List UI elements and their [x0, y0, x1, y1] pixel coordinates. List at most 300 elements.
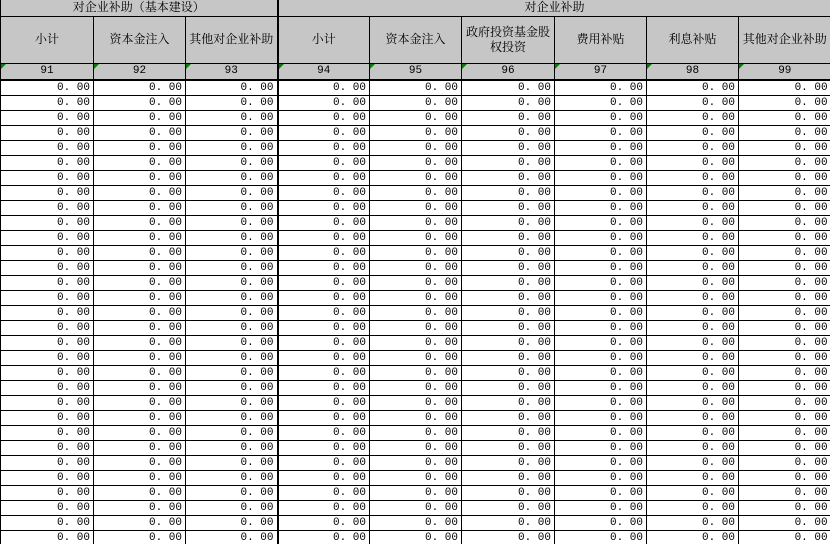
value-cell[interactable]: 0. 00 — [647, 80, 739, 96]
value-cell[interactable]: 0. 00 — [94, 456, 186, 471]
value-cell[interactable]: 0. 00 — [370, 246, 462, 261]
value-cell[interactable]: 0. 00 — [370, 336, 462, 351]
table-body — [1, 80, 830, 544]
value-cell[interactable]: 0. 00 — [555, 186, 647, 201]
value-cell[interactable]: 0. 00 — [186, 531, 278, 544]
value-cell[interactable]: 0. 00 — [278, 156, 370, 171]
value-cell[interactable]: 0. 00 — [462, 261, 555, 276]
value-cell[interactable]: 0. 00 — [647, 111, 739, 126]
value-cell[interactable]: 0. 00 — [186, 80, 278, 96]
value-cell[interactable]: 0. 00 — [647, 486, 739, 501]
column-header-96[interactable]: 政府投资基金股权投资 — [462, 16, 555, 63]
value-cell[interactable]: 0. 00 — [186, 366, 278, 381]
value-cell[interactable]: 0. 00 — [1, 531, 94, 544]
value-cell[interactable]: 0. 00 — [278, 306, 370, 321]
value-cell[interactable]: 0. 00 — [278, 486, 370, 501]
value-cell[interactable]: 0. 00 — [462, 321, 555, 336]
value-cell[interactable]: 0. 00 — [739, 141, 830, 156]
value-cell[interactable]: 0. 00 — [1, 516, 94, 531]
value-cell[interactable]: 0. 00 — [739, 111, 830, 126]
value-cell[interactable]: 0. 00 — [186, 411, 278, 426]
value-cell[interactable]: 0. 00 — [462, 531, 555, 544]
column-header-91[interactable]: 小计 — [1, 16, 94, 63]
value-cell[interactable]: 0. 00 — [739, 516, 830, 531]
value-cell[interactable]: 0. 00 — [186, 216, 278, 231]
value-cell[interactable]: 0. 00 — [278, 336, 370, 351]
group-header-enterprise-subsidy[interactable]: 对企业补助 — [278, 0, 830, 16]
value-cell[interactable]: 0. 00 — [1, 276, 94, 291]
value-cell[interactable]: 0. 00 — [370, 411, 462, 426]
value-cell[interactable]: 0. 00 — [555, 141, 647, 156]
value-cell[interactable]: 0. 00 — [370, 216, 462, 231]
value-cell[interactable]: 0. 00 — [462, 306, 555, 321]
value-cell[interactable]: 0. 00 — [555, 80, 647, 96]
column-code-cell-95[interactable] — [370, 63, 462, 80]
value-cell[interactable]: 0. 00 — [186, 156, 278, 171]
value-cell[interactable]: 0. 00 — [186, 306, 278, 321]
column-code-cell-94[interactable] — [278, 63, 370, 80]
value-cell[interactable]: 0. 00 — [647, 396, 739, 411]
value-cell[interactable]: 0. 00 — [94, 126, 186, 141]
value-cell[interactable]: 0. 00 — [462, 111, 555, 126]
value-cell[interactable]: 0. 00 — [647, 126, 739, 141]
value-cell[interactable]: 0. 00 — [462, 486, 555, 501]
value-cell[interactable]: 0. 00 — [278, 456, 370, 471]
value-cell[interactable]: 0. 00 — [555, 231, 647, 246]
value-cell[interactable]: 0. 00 — [1, 216, 94, 231]
value-cell[interactable]: 0. 00 — [555, 351, 647, 366]
value-cell[interactable]: 0. 00 — [278, 276, 370, 291]
value-cell[interactable]: 0. 00 — [739, 156, 830, 171]
value-cell[interactable]: 0. 00 — [739, 96, 830, 111]
value-cell[interactable]: 0. 00 — [739, 471, 830, 486]
value-cell[interactable]: 0. 00 — [94, 396, 186, 411]
value-cell[interactable]: 0. 00 — [186, 171, 278, 186]
value-cell[interactable]: 0. 00 — [278, 426, 370, 441]
value-cell[interactable]: 0. 00 — [647, 411, 739, 426]
value-cell[interactable]: 0. 00 — [186, 201, 278, 216]
value-cell[interactable]: 0. 00 — [278, 186, 370, 201]
value-cell[interactable]: 0. 00 — [647, 336, 739, 351]
value-cell[interactable]: 0. 00 — [186, 141, 278, 156]
value-cell[interactable]: 0. 00 — [462, 186, 555, 201]
value-cell[interactable]: 0. 00 — [94, 351, 186, 366]
value-cell[interactable]: 0. 00 — [647, 456, 739, 471]
value-cell[interactable]: 0. 00 — [278, 366, 370, 381]
value-cell[interactable]: 0. 00 — [462, 201, 555, 216]
value-cell[interactable]: 0. 00 — [555, 396, 647, 411]
value-cell[interactable]: 0. 00 — [1, 426, 94, 441]
value-cell[interactable]: 0. 00 — [555, 441, 647, 456]
value-cell[interactable]: 0. 00 — [647, 246, 739, 261]
value-cell[interactable]: 0. 00 — [739, 216, 830, 231]
value-cell[interactable]: 0. 00 — [370, 111, 462, 126]
value-cell[interactable]: 0. 00 — [1, 171, 94, 186]
value-cell[interactable]: 0. 00 — [370, 201, 462, 216]
value-cell[interactable]: 0. 00 — [370, 381, 462, 396]
value-cell[interactable]: 0. 00 — [370, 321, 462, 336]
value-cell[interactable]: 0. 00 — [739, 486, 830, 501]
value-cell[interactable]: 0. 00 — [555, 516, 647, 531]
value-cell[interactable]: 0. 00 — [94, 486, 186, 501]
value-cell[interactable]: 0. 00 — [278, 96, 370, 111]
value-cell[interactable]: 0. 00 — [647, 141, 739, 156]
value-cell[interactable]: 0. 00 — [94, 441, 186, 456]
value-cell[interactable]: 0. 00 — [94, 516, 186, 531]
value-cell[interactable]: 0. 00 — [186, 246, 278, 261]
value-cell[interactable]: 0. 00 — [278, 216, 370, 231]
value-cell[interactable]: 0. 00 — [186, 276, 278, 291]
value-cell[interactable]: 0. 00 — [555, 216, 647, 231]
value-cell[interactable]: 0. 00 — [739, 201, 830, 216]
value-cell[interactable]: 0. 00 — [1, 486, 94, 501]
value-cell[interactable]: 0. 00 — [186, 111, 278, 126]
value-cell[interactable]: 0. 00 — [370, 141, 462, 156]
value-cell[interactable]: 0. 00 — [739, 366, 830, 381]
value-cell[interactable]: 0. 00 — [370, 291, 462, 306]
value-cell[interactable]: 0. 00 — [94, 306, 186, 321]
value-cell[interactable]: 0. 00 — [462, 396, 555, 411]
value-cell[interactable]: 0. 00 — [94, 366, 186, 381]
value-cell[interactable]: 0. 00 — [739, 126, 830, 141]
value-cell[interactable]: 0. 00 — [555, 246, 647, 261]
value-cell[interactable]: 0. 00 — [739, 336, 830, 351]
value-cell[interactable]: 0. 00 — [1, 351, 94, 366]
value-cell[interactable]: 0. 00 — [370, 456, 462, 471]
value-cell[interactable]: 0. 00 — [739, 381, 830, 396]
column-header-92[interactable]: 资本金注入 — [94, 16, 186, 63]
value-cell[interactable]: 0. 00 — [555, 411, 647, 426]
value-cell[interactable]: 0. 00 — [462, 246, 555, 261]
value-cell[interactable]: 0. 00 — [555, 306, 647, 321]
value-cell[interactable]: 0. 00 — [462, 516, 555, 531]
value-cell[interactable]: 0. 00 — [94, 261, 186, 276]
value-cell[interactable]: 0. 00 — [278, 261, 370, 276]
value-cell[interactable]: 0. 00 — [555, 381, 647, 396]
value-cell[interactable]: 0. 00 — [186, 381, 278, 396]
value-cell[interactable]: 0. 00 — [94, 501, 186, 516]
value-cell[interactable]: 0. 00 — [462, 426, 555, 441]
column-header-98[interactable]: 利息补贴 — [647, 16, 739, 63]
value-cell[interactable]: 0. 00 — [94, 231, 186, 246]
value-cell[interactable]: 0. 00 — [1, 456, 94, 471]
value-cell[interactable]: 0. 00 — [647, 201, 739, 216]
value-cell[interactable]: 0. 00 — [555, 426, 647, 441]
value-cell[interactable]: 0. 00 — [462, 366, 555, 381]
value-cell[interactable]: 0. 00 — [555, 456, 647, 471]
value-cell[interactable]: 0. 00 — [1, 471, 94, 486]
value-cell[interactable]: 0. 00 — [186, 336, 278, 351]
value-cell[interactable]: 0. 00 — [462, 351, 555, 366]
value-cell[interactable]: 0. 00 — [647, 501, 739, 516]
value-cell[interactable]: 0. 00 — [1, 156, 94, 171]
value-cell[interactable]: 0. 00 — [278, 411, 370, 426]
value-cell[interactable]: 0. 00 — [278, 381, 370, 396]
value-cell[interactable]: 0. 00 — [278, 516, 370, 531]
value-cell[interactable]: 0. 00 — [94, 111, 186, 126]
value-cell[interactable]: 0. 00 — [462, 276, 555, 291]
value-cell[interactable]: 0. 00 — [739, 531, 830, 544]
value-cell[interactable]: 0. 00 — [739, 456, 830, 471]
value-cell[interactable]: 0. 00 — [1, 336, 94, 351]
value-cell[interactable]: 0. 00 — [94, 531, 186, 544]
value-cell[interactable]: 0. 00 — [739, 441, 830, 456]
column-header-93[interactable]: 其他对企业补助 — [186, 16, 278, 63]
value-cell[interactable]: 0. 00 — [370, 186, 462, 201]
value-cell[interactable]: 0. 00 — [278, 531, 370, 544]
column-code-cell-96[interactable] — [462, 63, 555, 80]
value-cell[interactable]: 0. 00 — [739, 276, 830, 291]
value-cell[interactable]: 0. 00 — [186, 426, 278, 441]
column-header-94[interactable]: 小计 — [278, 16, 370, 63]
value-cell[interactable]: 0. 00 — [462, 381, 555, 396]
value-cell[interactable]: 0. 00 — [1, 411, 94, 426]
value-cell[interactable]: 0. 00 — [647, 441, 739, 456]
value-cell[interactable]: 0. 00 — [647, 216, 739, 231]
value-cell[interactable]: 0. 00 — [370, 156, 462, 171]
value-cell[interactable]: 0. 00 — [186, 501, 278, 516]
value-cell[interactable]: 0. 00 — [370, 231, 462, 246]
value-cell[interactable]: 0. 00 — [186, 516, 278, 531]
value-cell[interactable]: 0. 00 — [278, 471, 370, 486]
value-cell[interactable]: 0. 00 — [370, 486, 462, 501]
value-cell[interactable]: 0. 00 — [555, 471, 647, 486]
value-cell[interactable]: 0. 00 — [1, 246, 94, 261]
value-cell[interactable]: 0. 00 — [555, 201, 647, 216]
value-cell[interactable]: 0. 00 — [739, 396, 830, 411]
value-cell[interactable]: 0. 00 — [555, 501, 647, 516]
value-cell[interactable]: 0. 00 — [1, 96, 94, 111]
value-cell[interactable]: 0. 00 — [555, 156, 647, 171]
value-cell[interactable]: 0. 00 — [647, 96, 739, 111]
value-cell[interactable]: 0. 00 — [739, 426, 830, 441]
value-cell[interactable]: 0. 00 — [555, 261, 647, 276]
value-cell[interactable]: 0. 00 — [278, 321, 370, 336]
value-cell[interactable]: 0. 00 — [1, 381, 94, 396]
value-cell[interactable]: 0. 00 — [186, 471, 278, 486]
value-cell[interactable]: 0. 00 — [278, 291, 370, 306]
value-cell[interactable]: 0. 00 — [739, 231, 830, 246]
value-cell[interactable]: 0. 00 — [1, 231, 94, 246]
value-cell[interactable]: 0. 00 — [739, 501, 830, 516]
value-cell[interactable]: 0. 00 — [370, 441, 462, 456]
value-cell[interactable]: 0. 00 — [739, 171, 830, 186]
value-cell[interactable]: 0. 00 — [370, 171, 462, 186]
value-cell[interactable]: 0. 00 — [278, 231, 370, 246]
value-cell[interactable]: 0. 00 — [370, 351, 462, 366]
value-cell[interactable]: 0. 00 — [94, 80, 186, 96]
value-cell[interactable]: 0. 00 — [555, 531, 647, 544]
value-cell[interactable]: 0. 00 — [647, 471, 739, 486]
value-cell[interactable]: 0. 00 — [555, 276, 647, 291]
value-cell[interactable]: 0. 00 — [1, 366, 94, 381]
value-cell[interactable]: 0. 00 — [739, 411, 830, 426]
column-header-99[interactable]: 其他对企业补助 — [739, 16, 830, 63]
value-cell[interactable]: 0. 00 — [370, 426, 462, 441]
value-cell[interactable]: 0. 00 — [739, 351, 830, 366]
value-cell[interactable]: 0. 00 — [186, 261, 278, 276]
value-cell[interactable]: 0. 00 — [186, 486, 278, 501]
value-cell[interactable]: 0. 00 — [94, 171, 186, 186]
value-cell[interactable]: 0. 00 — [370, 126, 462, 141]
value-cell[interactable]: 0. 00 — [1, 291, 94, 306]
value-cell[interactable]: 0. 00 — [370, 276, 462, 291]
value-cell[interactable]: 0. 00 — [370, 531, 462, 544]
value-cell[interactable]: 0. 00 — [94, 96, 186, 111]
value-cell[interactable]: 0. 00 — [462, 501, 555, 516]
value-cell[interactable]: 0. 00 — [186, 231, 278, 246]
value-cell[interactable]: 0. 00 — [370, 80, 462, 96]
value-cell[interactable]: 0. 00 — [739, 186, 830, 201]
value-cell[interactable]: 0. 00 — [94, 426, 186, 441]
value-cell[interactable]: 0. 00 — [647, 516, 739, 531]
value-cell[interactable]: 0. 00 — [647, 171, 739, 186]
value-cell[interactable]: 0. 00 — [647, 291, 739, 306]
value-cell[interactable]: 0. 00 — [462, 216, 555, 231]
value-cell[interactable]: 0. 00 — [370, 261, 462, 276]
value-cell[interactable]: 0. 00 — [186, 186, 278, 201]
value-cell[interactable]: 0. 00 — [462, 471, 555, 486]
value-cell[interactable]: 0. 00 — [186, 456, 278, 471]
value-cell[interactable]: 0. 00 — [739, 321, 830, 336]
value-cell[interactable]: 0. 00 — [278, 441, 370, 456]
value-cell[interactable]: 0. 00 — [739, 80, 830, 96]
column-header-97[interactable]: 费用补贴 — [555, 16, 647, 63]
value-cell[interactable]: 0. 00 — [278, 201, 370, 216]
value-cell[interactable]: 0. 00 — [462, 156, 555, 171]
value-cell[interactable]: 0. 00 — [278, 141, 370, 156]
value-cell[interactable]: 0. 00 — [555, 366, 647, 381]
value-cell[interactable]: 0. 00 — [278, 501, 370, 516]
value-cell[interactable]: 0. 00 — [1, 186, 94, 201]
value-cell[interactable]: 0. 00 — [739, 306, 830, 321]
value-cell[interactable]: 0. 00 — [186, 291, 278, 306]
value-cell[interactable]: 0. 00 — [647, 426, 739, 441]
value-cell[interactable]: 0. 00 — [1, 126, 94, 141]
value-cell[interactable]: 0. 00 — [94, 186, 186, 201]
value-cell[interactable]: 0. 00 — [94, 246, 186, 261]
column-code-cell-97[interactable] — [555, 63, 647, 80]
value-cell[interactable]: 0. 00 — [94, 276, 186, 291]
value-cell[interactable]: 0. 00 — [1, 321, 94, 336]
value-cell[interactable]: 0. 00 — [278, 171, 370, 186]
value-cell[interactable]: 0. 00 — [370, 516, 462, 531]
value-cell[interactable]: 0. 00 — [1, 80, 94, 96]
value-cell[interactable]: 0. 00 — [739, 291, 830, 306]
column-code-cell-99[interactable] — [739, 63, 830, 80]
value-cell[interactable]: 0. 00 — [555, 336, 647, 351]
value-cell[interactable]: 0. 00 — [94, 141, 186, 156]
value-cell[interactable]: 0. 00 — [647, 321, 739, 336]
value-cell[interactable]: 0. 00 — [1, 141, 94, 156]
value-cell[interactable]: 0. 00 — [278, 396, 370, 411]
value-cell[interactable]: 0. 00 — [94, 411, 186, 426]
value-cell[interactable]: 0. 00 — [94, 471, 186, 486]
value-cell[interactable]: 0. 00 — [462, 141, 555, 156]
value-cell[interactable]: 0. 00 — [1, 306, 94, 321]
value-cell[interactable]: 0. 00 — [647, 231, 739, 246]
value-cell[interactable]: 0. 00 — [555, 111, 647, 126]
value-cell[interactable]: 0. 00 — [186, 96, 278, 111]
value-cell[interactable]: 0. 00 — [462, 96, 555, 111]
value-cell[interactable]: 0. 00 — [186, 351, 278, 366]
column-code-cell-92[interactable] — [94, 63, 186, 80]
value-cell[interactable]: 0. 00 — [462, 231, 555, 246]
value-cell[interactable]: 0. 00 — [94, 321, 186, 336]
value-cell[interactable]: 0. 00 — [94, 216, 186, 231]
value-cell[interactable]: 0. 00 — [555, 126, 647, 141]
value-cell[interactable]: 0. 00 — [1, 111, 94, 126]
value-cell[interactable]: 0. 00 — [462, 171, 555, 186]
value-cell[interactable]: 0. 00 — [555, 291, 647, 306]
value-cell[interactable]: 0. 00 — [278, 111, 370, 126]
value-cell[interactable]: 0. 00 — [462, 441, 555, 456]
value-cell[interactable]: 0. 00 — [1, 396, 94, 411]
value-cell[interactable]: 0. 00 — [94, 381, 186, 396]
value-cell[interactable]: 0. 00 — [1, 201, 94, 216]
value-cell[interactable]: 0. 00 — [647, 156, 739, 171]
value-cell[interactable]: 0. 00 — [370, 396, 462, 411]
value-cell[interactable]: 0. 00 — [739, 246, 830, 261]
value-cell[interactable]: 0. 00 — [555, 321, 647, 336]
value-cell[interactable]: 0. 00 — [1, 501, 94, 516]
value-cell[interactable]: 0. 00 — [647, 276, 739, 291]
value-cell[interactable]: 0. 00 — [94, 336, 186, 351]
column-code-cell-93[interactable] — [186, 63, 278, 80]
value-cell[interactable]: 0. 00 — [370, 471, 462, 486]
value-cell[interactable]: 0. 00 — [278, 126, 370, 141]
value-cell[interactable]: 0. 00 — [555, 486, 647, 501]
value-cell[interactable]: 0. 00 — [1, 261, 94, 276]
value-cell[interactable]: 0. 00 — [647, 186, 739, 201]
value-cell[interactable]: 0. 00 — [647, 531, 739, 544]
column-code-cell-91[interactable] — [1, 63, 94, 80]
group-header-capital-construction-subsidy[interactable]: 对企业补助（基本建设） — [1, 0, 278, 16]
value-cell[interactable]: 0. 00 — [278, 246, 370, 261]
value-cell[interactable]: 0. 00 — [94, 156, 186, 171]
value-cell[interactable]: 0. 00 — [739, 261, 830, 276]
value-cell[interactable]: 0. 00 — [647, 306, 739, 321]
value-cell[interactable]: 0. 00 — [462, 291, 555, 306]
value-cell[interactable]: 0. 00 — [370, 366, 462, 381]
value-cell[interactable]: 0. 00 — [186, 441, 278, 456]
value-cell[interactable]: 0. 00 — [462, 126, 555, 141]
value-cell[interactable]: 0. 00 — [462, 80, 555, 96]
column-code-cell-98[interactable] — [647, 63, 739, 80]
value-cell[interactable]: 0. 00 — [186, 126, 278, 141]
value-cell[interactable]: 0. 00 — [1, 441, 94, 456]
value-cell[interactable]: 0. 00 — [370, 501, 462, 516]
value-cell[interactable]: 0. 00 — [647, 351, 739, 366]
value-cell[interactable]: 0. 00 — [462, 336, 555, 351]
value-cell[interactable]: 0. 00 — [94, 201, 186, 216]
value-cell[interactable]: 0. 00 — [278, 80, 370, 96]
value-cell[interactable]: 0. 00 — [462, 411, 555, 426]
value-cell[interactable]: 0. 00 — [647, 261, 739, 276]
value-cell[interactable]: 0. 00 — [555, 171, 647, 186]
value-cell[interactable]: 0. 00 — [370, 96, 462, 111]
value-cell[interactable]: 0. 00 — [462, 456, 555, 471]
value-cell[interactable]: 0. 00 — [647, 381, 739, 396]
value-cell[interactable]: 0. 00 — [647, 366, 739, 381]
value-cell[interactable]: 0. 00 — [278, 351, 370, 366]
value-cell[interactable]: 0. 00 — [555, 96, 647, 111]
column-header-95[interactable]: 资本金注入 — [370, 16, 462, 63]
value-cell[interactable]: 0. 00 — [370, 306, 462, 321]
value-cell[interactable]: 0. 00 — [186, 396, 278, 411]
value-cell[interactable]: 0. 00 — [186, 321, 278, 336]
value-cell[interactable]: 0. 00 — [94, 291, 186, 306]
